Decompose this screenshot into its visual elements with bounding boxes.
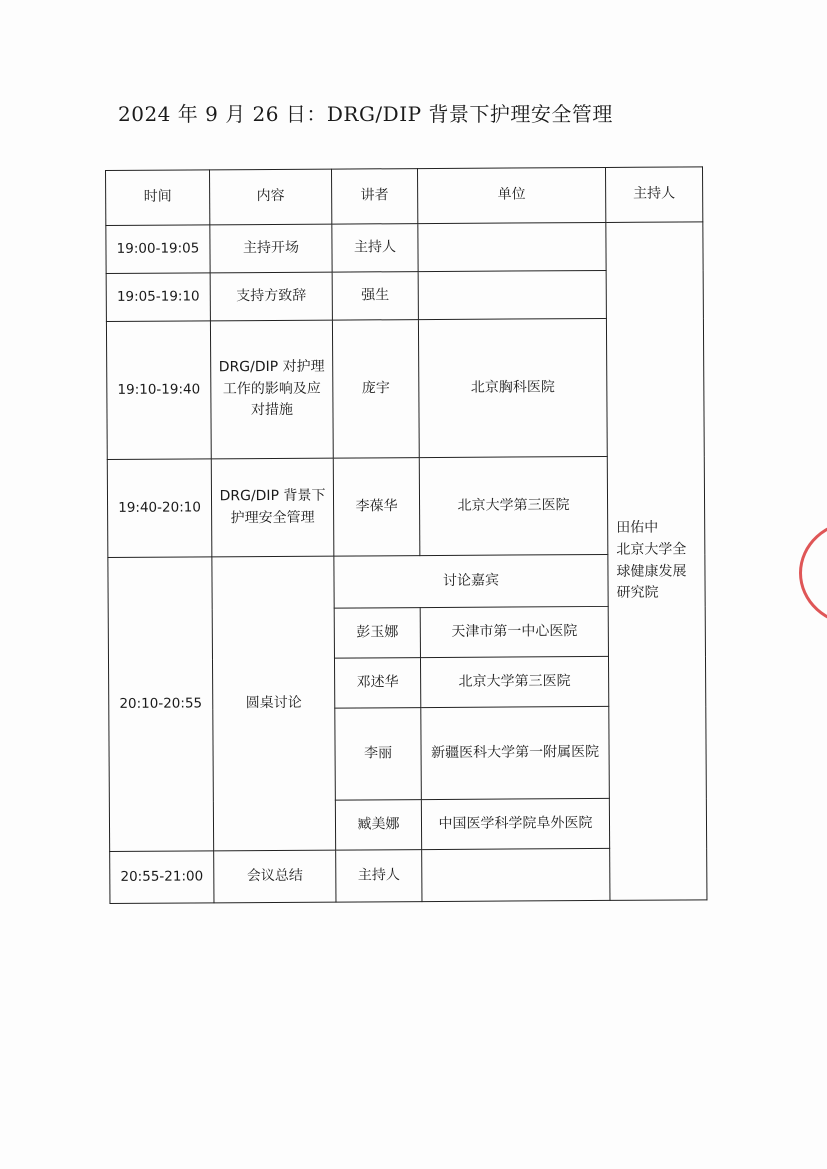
host-info: 田佑中 北京大学全球健康发展研究院 xyxy=(616,519,687,602)
header-speaker: 讲者 xyxy=(331,169,417,225)
row-content: 主持开场 xyxy=(210,224,332,273)
roundtable-content: 圆桌讨论 xyxy=(212,556,336,851)
roundtable-time: 20:10-20:55 xyxy=(108,557,214,852)
schedule-table xyxy=(105,166,707,904)
page-title: 2024 年 9 月 26 日：DRG/DIP 背景下护理安全管理 xyxy=(118,102,613,126)
row-content: DRG/DIP 背景下护理安全管理 xyxy=(211,458,334,557)
table-row xyxy=(106,222,703,274)
header-host: 主持人 xyxy=(605,167,702,223)
header-content: 内容 xyxy=(210,169,332,225)
row-unit xyxy=(418,222,606,271)
row-unit: 北京大学第三医院 xyxy=(419,456,608,555)
row-unit xyxy=(418,270,606,319)
row-speaker: 主持人 xyxy=(336,850,422,903)
row-time: 19:00-19:05 xyxy=(106,225,210,274)
row-content: 支持方致辞 xyxy=(210,272,332,321)
header-unit: 单位 xyxy=(417,167,605,223)
host-cell xyxy=(606,222,707,901)
guest-name: 邓述华 xyxy=(334,658,420,709)
guest-name: 彭玉娜 xyxy=(334,608,420,659)
guest-unit: 天津市第一中心医院 xyxy=(420,606,608,657)
table-header-row xyxy=(106,167,703,226)
row-time: 20:55-21:00 xyxy=(110,851,214,904)
row-speaker: 强生 xyxy=(332,272,418,321)
red-seal-stamp xyxy=(793,520,827,620)
row-unit: 北京胸科医院 xyxy=(418,318,607,457)
row-speaker: 庞宇 xyxy=(332,320,419,459)
guest-unit: 新疆医科大学第一附属医院 xyxy=(421,706,610,799)
guest-unit: 中国医学科学院阜外医院 xyxy=(421,798,609,849)
guests-label: 讨论嘉宾 xyxy=(334,554,608,608)
row-content: 会议总结 xyxy=(214,850,336,903)
row-unit xyxy=(422,848,610,901)
header-time: 时间 xyxy=(106,170,210,226)
row-speaker: 李葆华 xyxy=(333,458,420,557)
seal-arc-icon xyxy=(799,520,827,620)
row-content: DRG/DIP 对护理工作的影响及应对措施 xyxy=(210,320,333,459)
guest-name: 臧美娜 xyxy=(335,800,421,851)
row-time: 19:10-19:40 xyxy=(106,321,211,460)
row-speaker: 主持人 xyxy=(332,224,418,273)
guest-name: 李丽 xyxy=(335,708,422,801)
row-time: 19:40-20:10 xyxy=(107,459,212,558)
row-time: 19:05-19:10 xyxy=(106,273,210,322)
guest-unit: 北京大学第三医院 xyxy=(420,656,608,707)
